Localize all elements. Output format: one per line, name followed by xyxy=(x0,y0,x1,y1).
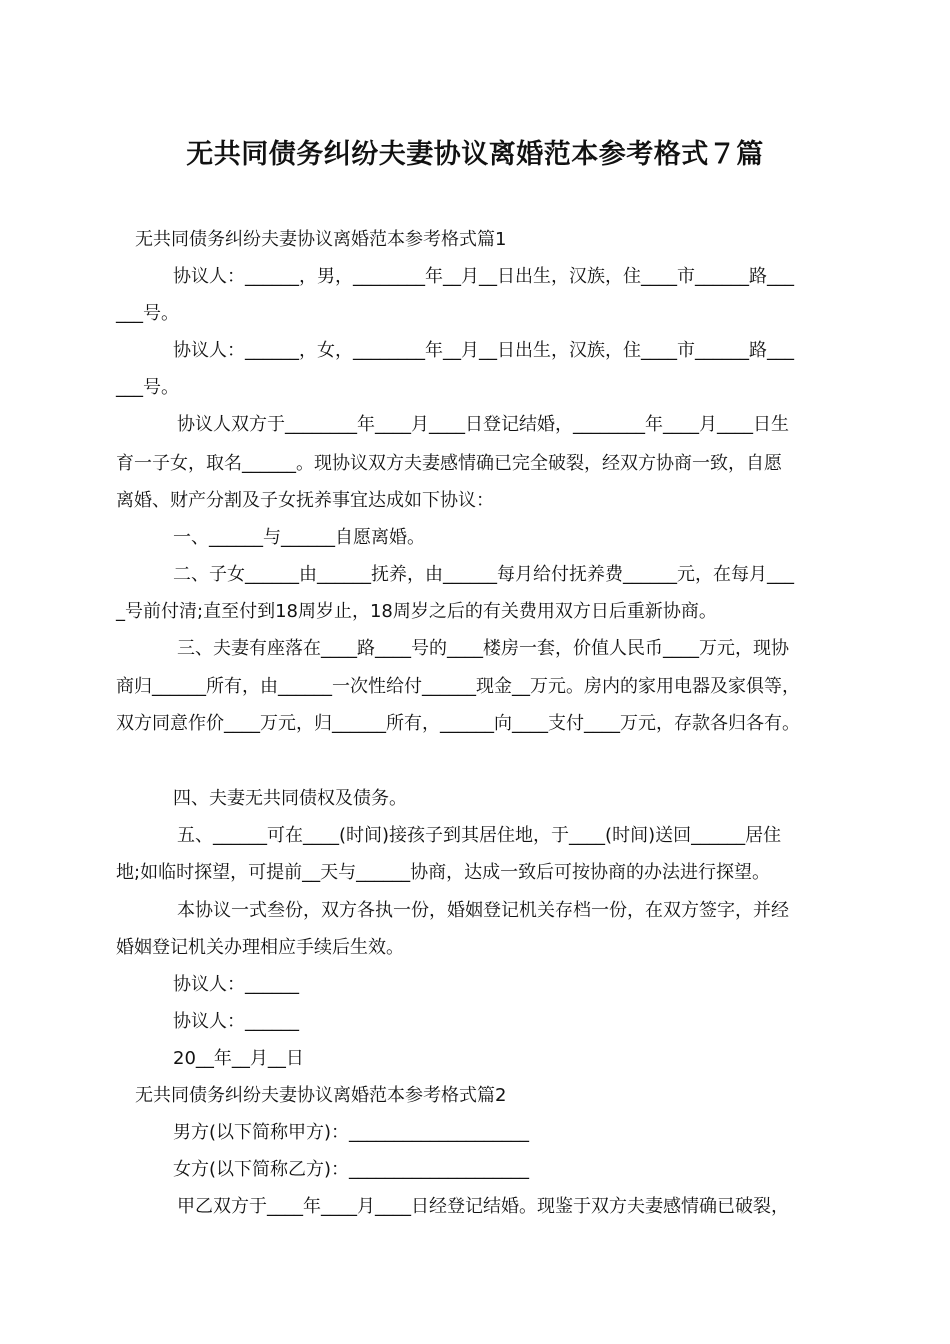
party-line-female: 女方(以下简称乙方)：____________________ xyxy=(173,1159,530,1180)
paragraph-line: 甲乙双方于____年____月____日经登记结婚。现鉴于双方夫妻感情确已破裂， xyxy=(177,1196,789,1217)
party-line-1-cont: ___号。 xyxy=(116,303,179,324)
clause-3-cont: 商归______所有，由______一次性给付______现金__万元。房内的家用电器及家俱等， xyxy=(116,676,800,697)
clause-2: 二、子女______由______抚养，由______每月给付抚养费______元，在每月___ xyxy=(173,564,794,585)
document-title: 无共同债务纠纷夫妻协议离婚范本参考格式７篇 xyxy=(186,139,764,170)
date-line: 20__年__月__日 xyxy=(173,1048,304,1069)
clause-5: 五、______可在____(时间)接孩子到其居住地，于____(时间)送回______居住 xyxy=(177,825,782,846)
clause-2-cont: _号前付清;直至付到18周岁止，18周岁之后的有关费用双方日后重新协商。 xyxy=(116,601,717,622)
section-heading-2: 无共同债务纠纷夫妻协议离婚范本参考格式篇2 xyxy=(135,1085,507,1106)
paragraph-line: 协议人双方于________年____月____日登记结婚，________年____月____日生 xyxy=(177,414,789,435)
paragraph-line: 育一子女，取名______。现协议双方夫妻感情确已完全破裂，经双方协商一致，自愿 xyxy=(116,453,782,474)
paragraph-line: 离婚、财产分割及子女抚养事宜达成如下协议： xyxy=(116,490,494,511)
paragraph-line: 本协议一式叁份，双方各执一份，婚姻登记机关存档一份，在双方签字，并经 xyxy=(177,900,789,921)
section-heading-1: 无共同债务纠纷夫妻协议离婚范本参考格式篇1 xyxy=(135,229,507,250)
party-line-2: 协议人：______，女，________年__月__日出生，汉族，住____市______路___ xyxy=(173,340,794,361)
signature-line-2: 协议人：______ xyxy=(173,1011,299,1032)
clause-5-cont: 地;如临时探望，可提前__天与______协商，达成一致后可按协商的办法进行探望。 xyxy=(116,862,771,883)
signature-line-1: 协议人：______ xyxy=(173,974,299,995)
clause-4: 四、夫妻无共同债权及债务。 xyxy=(173,788,407,809)
party-line-2-cont: ___号。 xyxy=(116,377,179,398)
party-line-male: 男方(以下简称甲方)：____________________ xyxy=(173,1122,530,1143)
paragraph-line: 婚姻登记机关办理相应手续后生效。 xyxy=(116,937,404,958)
clause-3-cont: 双方同意作价____万元，归______所有，______向____支付____万元，存款各归各有。 xyxy=(116,713,800,734)
party-line-1: 协议人：______，男，________年__月__日出生，汉族，住____市______路___ xyxy=(173,266,794,287)
clause-1: 一、______与______自愿离婚。 xyxy=(173,527,425,548)
clause-3: 三、夫妻有座落在____路____号的____楼房一套，价值人民币____万元，现协 xyxy=(177,638,789,659)
